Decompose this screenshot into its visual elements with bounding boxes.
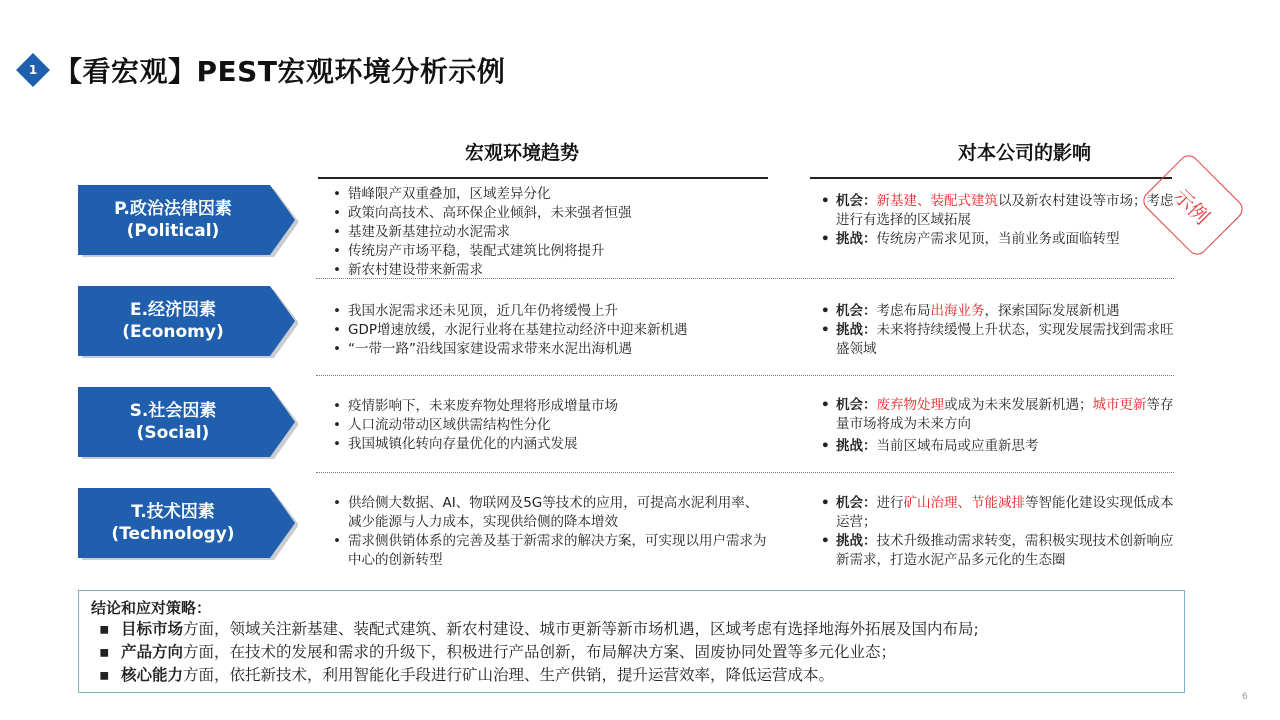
opportunity-pre: 进行 xyxy=(876,495,904,511)
conclusion-key: 核心能力 xyxy=(121,666,184,684)
opportunity-pre: 考虑布局 xyxy=(876,303,931,319)
opportunity-highlight: 废弃物处理 xyxy=(876,397,944,413)
impact-list-social xyxy=(818,396,1174,456)
conclusion-text: 方面，依托新技术，利用智能化手段进行矿山治理、生产供销，提升运营效率，降低运营成本。 xyxy=(183,666,835,684)
factor-name-en: (Economy) xyxy=(122,322,224,342)
conclusion-text: 方面，领域关注新基建、装配式建筑、新农村建设、城市更新等新市场机遇，区域考虑有选择地海外拓展及国内布局; xyxy=(183,620,979,638)
conclusion-item xyxy=(91,641,1172,664)
opportunity-text: 等智能化建设实现低成本运营； xyxy=(836,495,1174,530)
trend-column-header: 宏观环境趋势 xyxy=(465,142,580,164)
opportunity-highlight: 出海业务 xyxy=(930,303,985,319)
row-divider xyxy=(316,472,1174,473)
opportunity-mid: 或成为未来发展新机遇； xyxy=(944,397,1093,413)
impact-challenge xyxy=(818,532,1174,570)
opportunity-highlight: 矿山治理、节能减排 xyxy=(903,495,1025,511)
factor-technology xyxy=(78,488,298,558)
challenge-text: 技术升级推动需求转变，需积极实现技术创新响应新需求，打造水泥产品多元化的生态圈 xyxy=(836,533,1174,568)
conclusion-text: 方面，在技术的发展和需求的升级下，积极进行产品创新，布局解决方案、固废协同处置等多元化业态； xyxy=(183,643,897,661)
bullet-icon: ▪ xyxy=(99,643,110,661)
impact-opportunity xyxy=(818,192,1174,230)
trend-item: • 政策向高技术、高环保企业倾斜，未来强者恒强 xyxy=(330,204,770,223)
example-stamp-text: 示例 xyxy=(1169,183,1215,229)
opportunity-text: 等存量市场将成为未来方向 xyxy=(836,397,1174,432)
factor-name: E.经济因素 xyxy=(129,300,217,320)
bullet-icon: ▪ xyxy=(99,666,110,684)
trend-header-rule xyxy=(318,177,768,179)
impact-list-technology xyxy=(818,494,1174,570)
opportunity-label: 机会： xyxy=(836,397,877,413)
trend-list-political xyxy=(330,185,770,280)
challenge-label: 挑战： xyxy=(836,533,877,549)
trend-item: • 基建及新基建拉动水泥需求 xyxy=(330,223,770,242)
opportunity-label: 机会： xyxy=(836,495,877,511)
conclusion-key: 目标市场 xyxy=(121,620,184,638)
conclusion-item xyxy=(91,664,1172,687)
impact-column-header: 对本公司的影响 xyxy=(958,142,1092,164)
section-number-badge xyxy=(18,55,48,85)
impact-challenge xyxy=(818,437,1174,456)
opportunity-text: 以及新农村建设等市场；考虑进行有选择的区域拓展 xyxy=(836,193,1174,228)
slide-title-bar xyxy=(18,46,505,94)
factor-social xyxy=(78,387,298,457)
trend-item: • “一带一路”沿线国家建设需求带来水泥出海机遇 xyxy=(330,340,770,359)
factor-name: P.政治法律因素 xyxy=(114,199,232,219)
trend-list-economy xyxy=(330,302,770,359)
trend-item: • 传统房产市场平稳，装配式建筑比例将提升 xyxy=(330,242,770,261)
impact-challenge xyxy=(818,321,1174,359)
challenge-text: 传统房产需求见顶，当前业务或面临转型 xyxy=(876,231,1120,247)
trend-list-social xyxy=(330,397,770,454)
trend-item: • 人口流动带动区域供需结构性分化 xyxy=(330,416,770,435)
challenge-label: 挑战： xyxy=(836,231,877,247)
trend-item: • 需求侧供销体系的完善及基于新需求的解决方案，可实现以用户需求为中心的创新转型 xyxy=(330,532,770,570)
trend-item: • 错峰限产双重叠加，区域差异分化 xyxy=(330,185,770,204)
trend-item: • 我国水泥需求还未见顶，近几年仍将缓慢上升 xyxy=(330,302,770,321)
trend-item: • 我国城镇化转向存量优化的内涵式发展 xyxy=(330,435,770,454)
factor-name-en: (Political) xyxy=(126,221,220,241)
impact-header-rule xyxy=(810,177,1172,179)
challenge-label: 挑战： xyxy=(836,322,877,338)
page-title: 【看宏观】PEST宏观环境分析示例 xyxy=(54,55,506,88)
opportunity-highlight: 新基建、装配式建筑 xyxy=(876,193,998,209)
opportunity-label: 机会： xyxy=(836,193,877,209)
section-number: 1 xyxy=(28,63,38,77)
impact-opportunity xyxy=(818,396,1174,434)
trend-item: • 供给侧大数据、AI、物联网及5G等技术的应用，可提高水泥利用率、减少能源与人力成本，实现供给侧的降本增效 xyxy=(330,494,770,532)
trend-item: • 新农村建设带来新需求 xyxy=(330,261,770,280)
factor-name: S.社会因素 xyxy=(129,401,217,421)
conclusion-title: 结论和应对策略： xyxy=(91,599,212,617)
impact-list-economy xyxy=(818,302,1174,359)
challenge-label: 挑战： xyxy=(836,438,877,454)
challenge-text: 未来将持续缓慢上升状态，实现发展需找到需求旺盛领域 xyxy=(836,322,1174,357)
impact-opportunity xyxy=(818,494,1174,532)
impact-opportunity xyxy=(818,302,1174,321)
factor-political xyxy=(78,185,298,255)
row-divider xyxy=(316,375,1174,376)
opportunity-label: 机会： xyxy=(836,303,877,319)
factor-economy xyxy=(78,286,298,356)
impact-list-political xyxy=(818,192,1174,249)
conclusion-item xyxy=(91,618,1172,641)
trend-list-technology xyxy=(330,494,770,570)
impact-challenge xyxy=(818,230,1174,249)
bullet-icon: ▪ xyxy=(99,620,110,638)
challenge-text: 当前区域布局或应重新思考 xyxy=(876,438,1039,454)
factor-name-en: (Technology) xyxy=(111,524,235,544)
trend-item: • 疫情影响下，未来废弃物处理将形成增量市场 xyxy=(330,397,770,416)
trend-item: • GDP增速放缓，水泥行业将在基建拉动经济中迎来新机遇 xyxy=(330,321,770,340)
row-divider xyxy=(316,278,1174,279)
opportunity-text: ，探索国际发展新机遇 xyxy=(984,303,1120,319)
factor-name-en: (Social) xyxy=(136,423,210,443)
factor-name: T.技术因素 xyxy=(131,502,215,522)
conclusion-box xyxy=(78,590,1185,693)
conclusion-key: 产品方向 xyxy=(121,643,184,661)
page-number: 6 xyxy=(1242,692,1248,702)
opportunity-highlight-2: 城市更新 xyxy=(1092,397,1147,413)
